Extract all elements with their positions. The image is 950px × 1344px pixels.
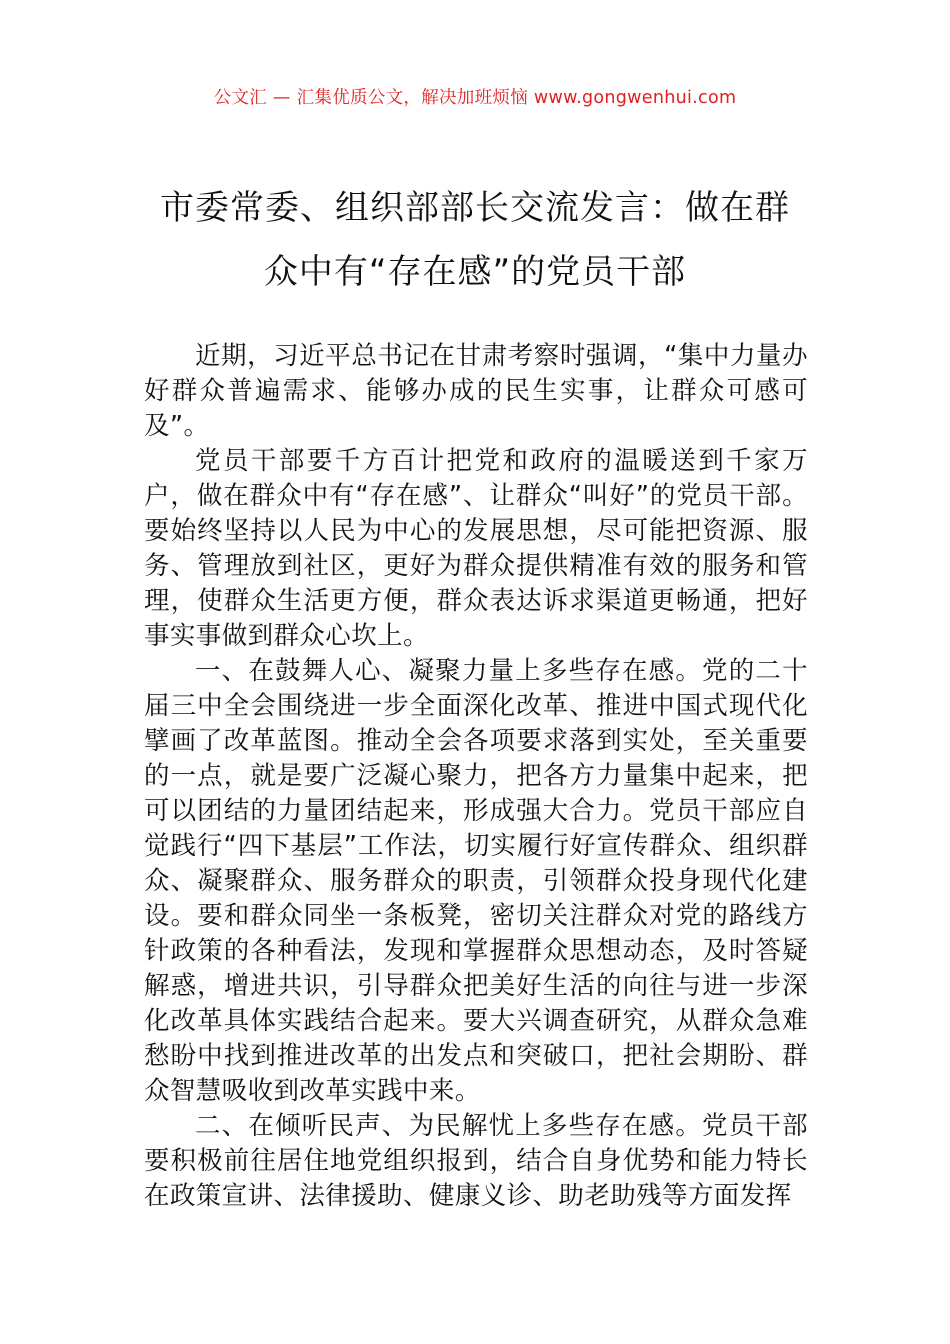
document-title xyxy=(100,176,850,304)
paragraph-1: 近期，习近平总书记在甘肃考察时强调，“集中力量办好群众普遍需求、能够办成的民生实事，让群众可感可及”。 xyxy=(144,341,808,441)
document-body xyxy=(144,339,808,1214)
paragraph-4: 二、在倾听民声、为民解忧上多些存在感。党员干部要积极前往居住地党组织报到，结合自身优势和能力特长在政策宣讲、法律援助、健康义诊、助老助残等方面发挥 xyxy=(144,1111,808,1211)
title-line-2: 众中有“存在感”的党员干部 xyxy=(263,252,687,292)
paragraph-2: 党员干部要千方百计把党和政府的温暖送到千家万户，做在群众中有“存在感”、让群众“叫好”的党员干部。要始终坚持以人民为中心的发展思想，尽可能把资源、服务、管理放到社区，更好为群众提供精准有效的服务和管理，使群众生活更方便，群众表达诉求渠道更畅通，把好事实事做到群众心坎上。 xyxy=(144,446,808,651)
title-line-1: 市委常委、组织部部长交流发言：做在群 xyxy=(160,188,790,228)
header-banner: 公文汇 — 汇集优质公文，解决加班烦恼 www.gongwenhui.com xyxy=(213,88,737,108)
paragraph-3: 一、在鼓舞人心、凝聚力量上多些存在感。党的二十届三中全会围绕进一步全面深化改革、推进中国式现代化擘画了改革蓝图。推动全会各项要求落到实处，至关重要的一点，就是要广泛凝心聚力，把各方力量集中起来，把可以团结的力量团结起来，形成强大合力。党员干部应自觉践行“四下基层”工作法，切实履行好宣传群众、组织群众、凝聚群众、服务群众的职责，引领群众投身现代化建设。要和群众同坐一条板凳，密切关注群众对党的路线方针政策的各种看法，发现和掌握群众思想动态，及时答疑解惑，增进共识，引导群众把美好生活的向往与进一步深化改革具体实践结合起来。要大兴调查研究，从群众急难愁盼中找到推进改革的出发点和突破口，把社会期盼、群众智慧吸收到改革实践中来。 xyxy=(144,656,808,1106)
